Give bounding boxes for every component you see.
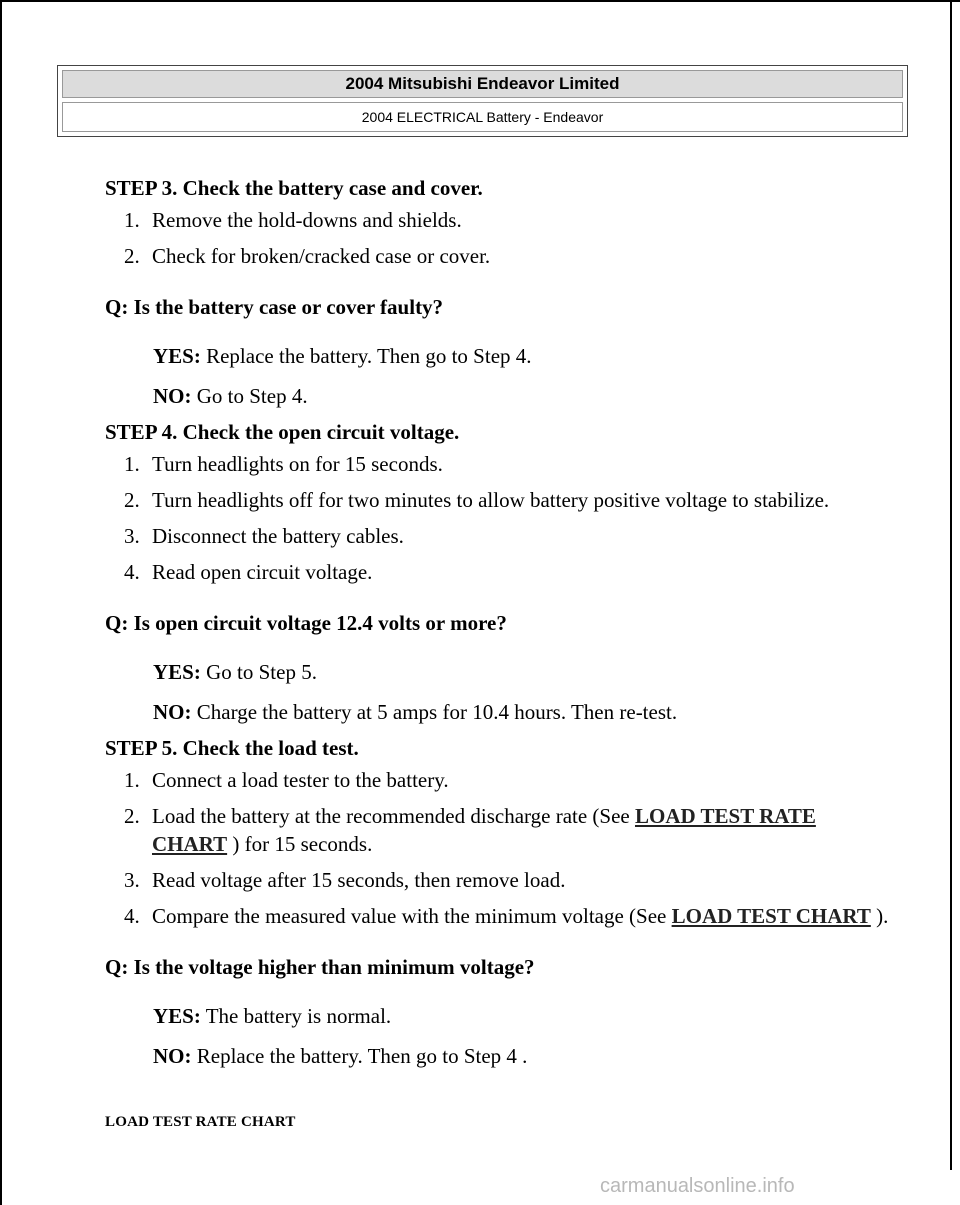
list-item: 2. Check for broken/cracked case or cover. [124,244,491,268]
step-4-list [105,450,895,586]
procedure-content [105,170,895,1082]
step-3-list [105,206,895,270]
step-4-heading: STEP 4. Check the open circuit voltage. [105,420,460,444]
list-item: 2. Load the battery at the recommended discharge rate (See LOAD TEST RATE CHART ) for 15 seconds. [124,804,816,856]
document-header [57,65,908,137]
list-item: 4. Compare the measured value with the minimum voltage (See LOAD TEST CHART ). [124,904,889,928]
step-5-list [105,766,895,930]
step-5-no-answer: NO: Replace the battery. Then go to Step 4 . [153,1044,528,1068]
page-border-left [0,0,2,1205]
watermark: carmanualsonline.info [600,1175,795,1197]
list-item: 2. Turn headlights off for two minutes to allow battery positive voltage to stabilize. [124,488,830,512]
load-test-rate-chart-link[interactable]: LOAD TEST RATE CHART [152,804,816,856]
load-test-chart-link[interactable]: LOAD TEST CHART [671,904,871,928]
step-5-heading: STEP 5. Check the load test. [105,736,359,760]
step-3-no-answer: NO: Go to Step 4. [153,384,308,408]
step-3-question: Q: Is the battery case or cover faulty? [105,295,444,319]
step-5-question: Q: Is the voltage higher than minimum voltage? [105,955,535,979]
page-border-top [0,0,960,2]
list-item: 1. Connect a load tester to the battery. [124,768,449,792]
list-item: 3. Read voltage after 15 seconds, then remove load. [124,868,566,892]
step-3-heading: STEP 3. Check the battery case and cover. [105,176,483,200]
step-5-yes-answer: YES: The battery is normal. [153,1004,392,1028]
load-test-rate-chart-title: LOAD TEST RATE CHART [105,1114,296,1130]
list-item: 1. Remove the hold-downs and shields. [124,208,462,232]
page-border-right [950,0,952,1170]
header-subtitle: 2004 ELECTRICAL Battery - Endeavor [62,102,903,132]
list-item: 3. Disconnect the battery cables. [124,524,404,548]
list-item: 4. Read open circuit voltage. [124,560,373,584]
step-4-question: Q: Is open circuit voltage 12.4 volts or more? [105,611,507,635]
step-4-yes-answer: YES: Go to Step 5. [153,660,317,684]
step-3-yes-answer: YES: Replace the battery. Then go to Step 4. [153,344,532,368]
header-title: 2004 Mitsubishi Endeavor Limited [62,70,903,98]
list-item: 1. Turn headlights on for 15 seconds. [124,452,443,476]
step-4-no-answer: NO: Charge the battery at 5 amps for 10.4 hours. Then re-test. [153,700,678,724]
